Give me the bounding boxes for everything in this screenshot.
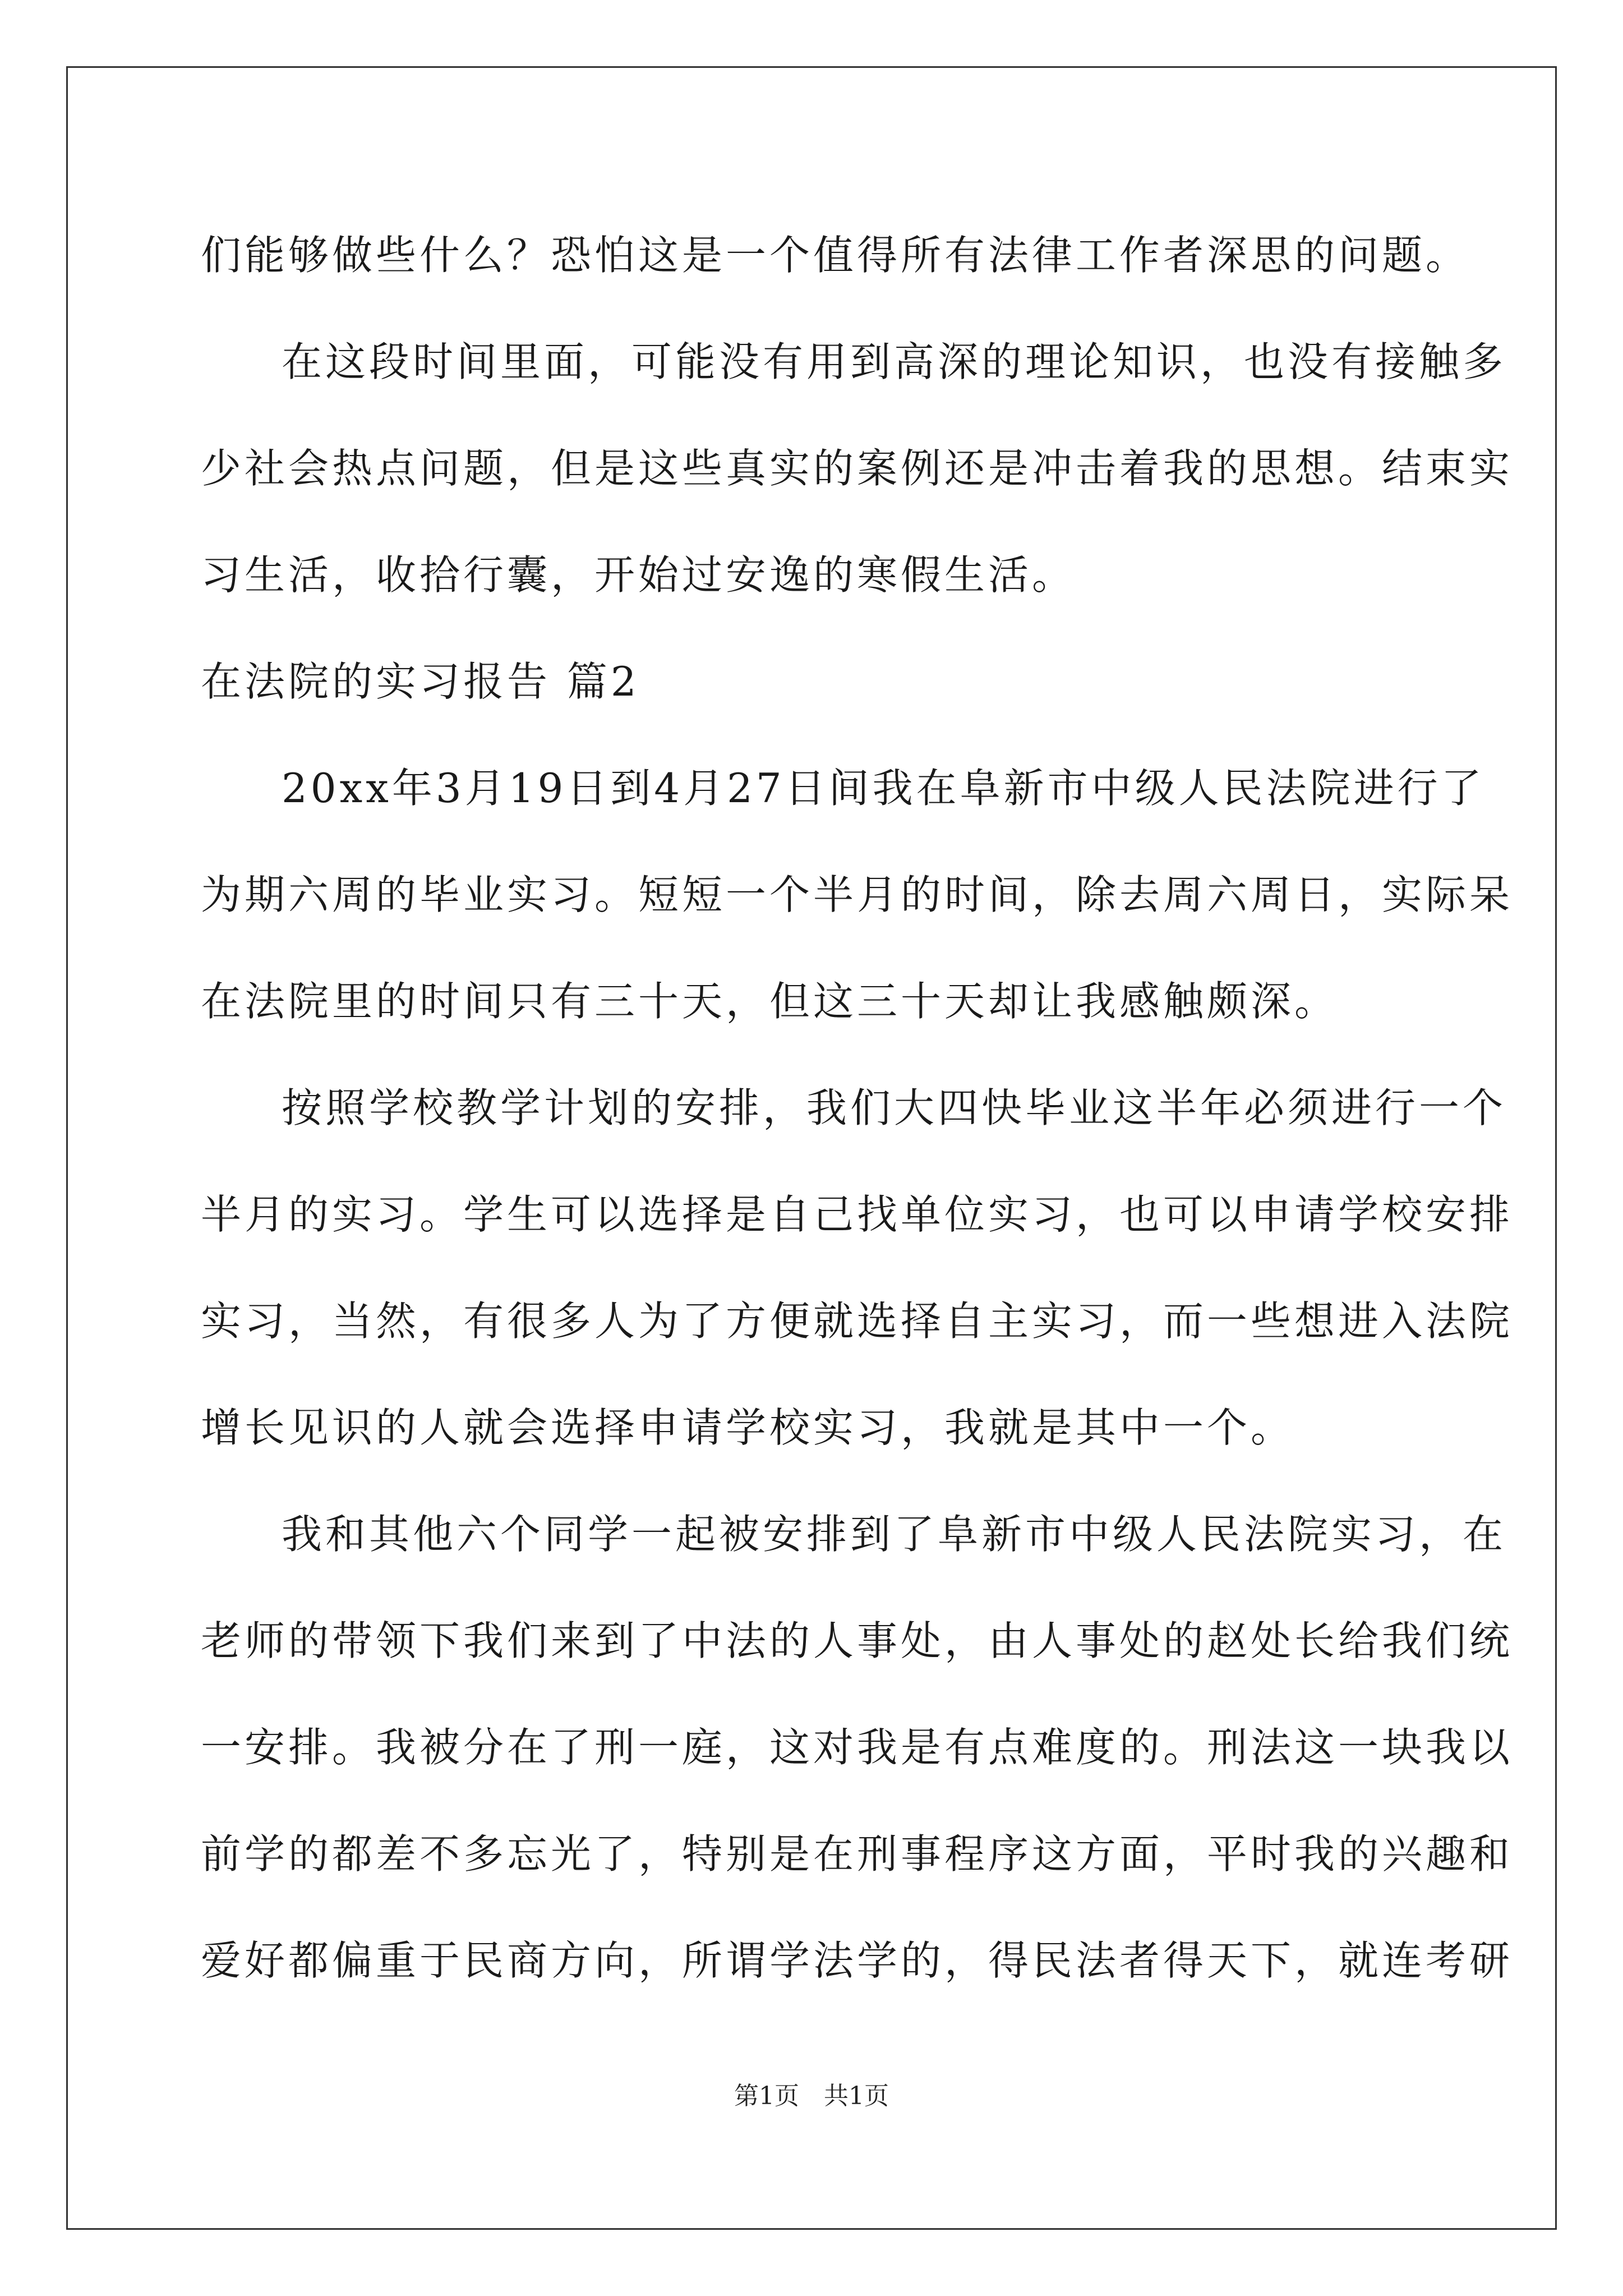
text-line: 按照学校教学计划的安排，我们大四快毕业这半年必须进行一个 xyxy=(282,1084,1507,1131)
text-line: 半月的实习。学生可以选择是自己找单位实习，也可以申请学校安排 xyxy=(201,1191,1514,1238)
text-line: 爱好都偏重于民商方向，所谓学法学的，得民法者得天下，就连考研 xyxy=(201,1937,1514,1984)
page-number-footer: 第1页 共1页 xyxy=(734,2082,889,2110)
text-line: 为期六周的毕业实习。短短一个半月的时间，除去周六周日，实际呆 xyxy=(201,871,1514,918)
text-line: 20xx年3月19日到4月27日间我在阜新市中级人民法院进行了 xyxy=(282,765,1485,812)
text-line: 在法院里的时间只有三十天，但这三十天却让我感触颇深。 xyxy=(201,978,1339,1025)
text-line: 前学的都差不多忘光了，特别是在刑事程序这方面，平时我的兴趣和 xyxy=(201,1830,1514,1878)
document-body xyxy=(201,202,1514,2014)
text-line: 老师的带领下我们来到了中法的人事处，由人事处的赵处长给我们统 xyxy=(201,1617,1514,1664)
text-line: 们能够做些什么？恐怕这是一个值得所有法律工作者深思的问题。 xyxy=(201,232,1470,279)
text-line: 在这段时间里面，可能没有用到高深的理论知识，也没有接触多 xyxy=(282,338,1507,385)
text-line: 少社会热点问题，但是这些真实的案例还是冲击着我的思想。结束实 xyxy=(201,445,1514,492)
text-line: 习生活，收拾行囊，开始过安逸的寒假生活。 xyxy=(201,551,1076,599)
text-line: 增长见识的人就会选择申请学校实习，我就是其中一个。 xyxy=(201,1404,1295,1451)
text-line: 一安排。我被分在了刑一庭，这对我是有点难度的。刑法这一块我以 xyxy=(201,1724,1514,1771)
section-heading: 在法院的实习报告 篇2 xyxy=(201,658,640,705)
text-line: 我和其他六个同学一起被安排到了阜新市中级人民法院实习，在 xyxy=(282,1511,1507,1558)
text-line: 实习，当然，有很多人为了方便就选择自主实习，而一些想进入法院 xyxy=(201,1297,1514,1345)
